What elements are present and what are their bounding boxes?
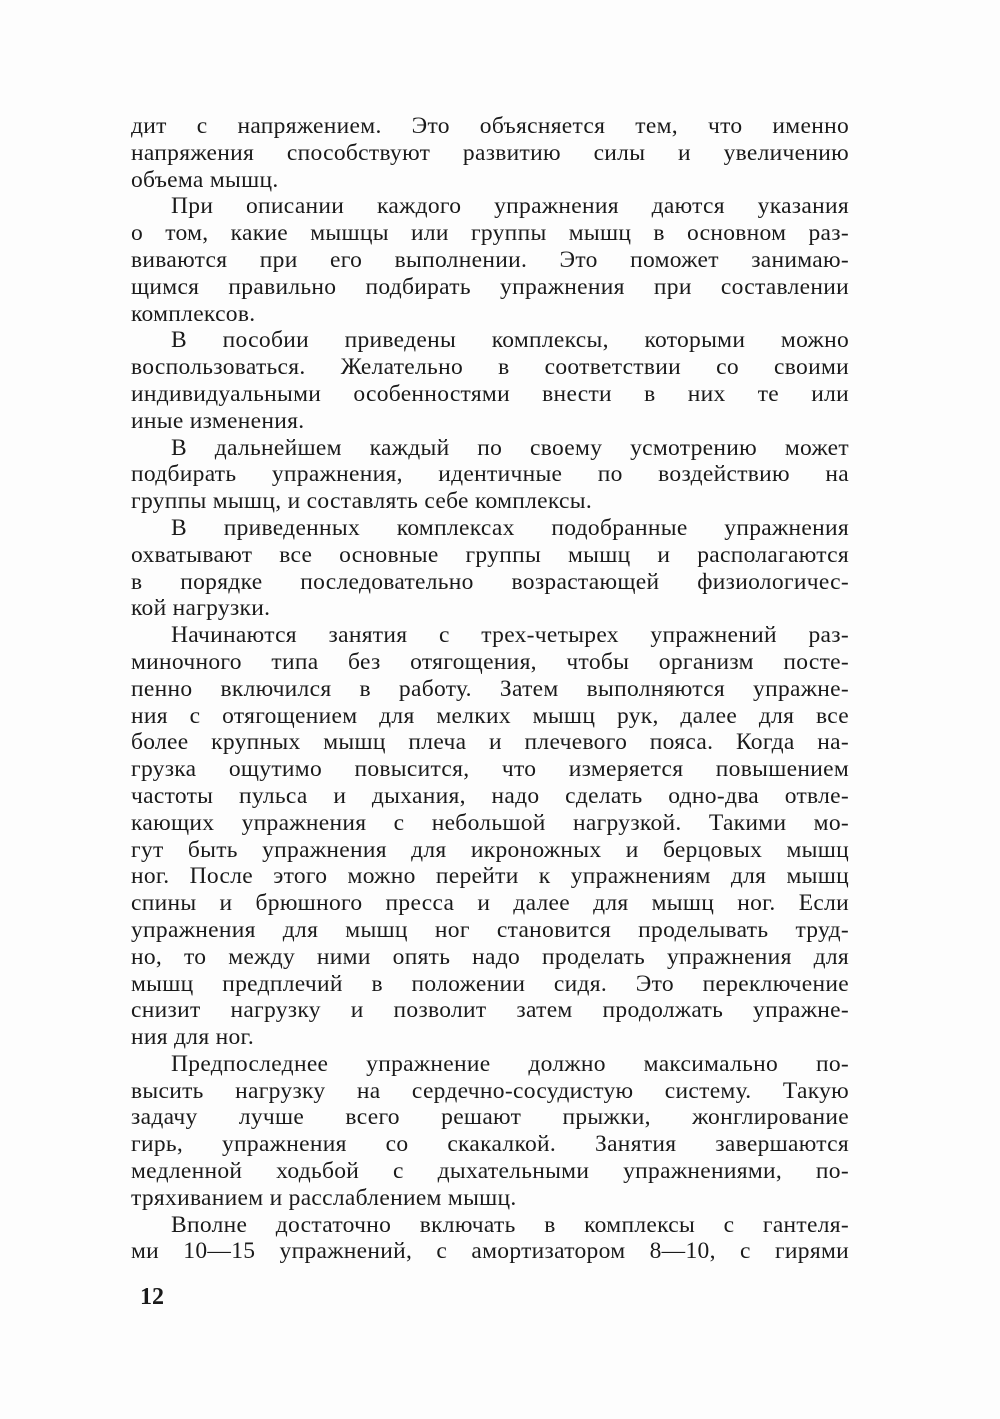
- text-line: ния с отягощением для мелких мышц рук, далее для все: [131, 702, 849, 729]
- text-line: Вполне достаточно включать в комплексы с гантеля-: [171, 1211, 849, 1238]
- text-line: гирь, упражнения со скакалкой. Занятия завершаются: [131, 1131, 849, 1158]
- text-line: задачу лучше всего решают прыжки, жонглирование: [131, 1104, 849, 1131]
- text-line: подбирать упражнения, идентичные по воздействию на: [131, 461, 849, 488]
- text-line: в порядке последовательно возрастающей физиологичес-: [131, 568, 849, 595]
- text-line: ния для ног.: [131, 1024, 254, 1051]
- text-line: тряхиванием и расслаблением мышц.: [131, 1184, 517, 1211]
- text-line: Начинаются занятия с трех-четырех упражнений раз-: [171, 622, 849, 649]
- body-text: [131, 113, 849, 1265]
- text-line: миночного типа без отягощения, чтобы организм посте-: [131, 648, 849, 675]
- paragraph: [131, 327, 849, 434]
- text-line: мышц предплечий в положении сидя. Это переключение: [131, 970, 849, 997]
- text-line: В приведенных комплексах подобранные упражнения: [171, 514, 849, 541]
- paragraph: [131, 622, 849, 1051]
- text-line: Предпоследнее упражнение должно максимально по-: [171, 1050, 849, 1077]
- paragraph: [131, 1051, 849, 1212]
- text-line: ми 10—15 упражнений, с амортизатором 8—10, с гирями: [131, 1238, 849, 1265]
- text-line: кой нагрузки.: [131, 595, 271, 622]
- text-line: иные изменения.: [131, 407, 305, 434]
- text-line: пенно включился в работу. Затем выполняются упражне-: [131, 675, 849, 702]
- paragraph: [131, 113, 849, 193]
- text-line: объема мышц.: [131, 166, 279, 193]
- text-line: При описании каждого упражнения даются указания: [171, 193, 849, 220]
- text-line: дит с напряжением. Это объясняется тем, что именно: [131, 113, 849, 139]
- text-line: высить нагрузку на сердечно-сосудистую систему. Такую: [131, 1077, 849, 1104]
- text-line: снизит нагрузку и позволит затем продолжать упражне-: [131, 997, 849, 1024]
- text-line: более крупных мышц плеча и плечевого пояса. Когда на-: [131, 729, 849, 756]
- text-line: В пособии приведены комплексы, которыми можно: [171, 327, 849, 354]
- text-line: щимся правильно подбирать упражнения при составлении: [131, 273, 849, 300]
- text-line: кающих упражнения с небольшой нагрузкой. Такими мо-: [131, 809, 849, 836]
- text-line: медленной ходьбой с дыхательными упражнениями, по-: [131, 1158, 849, 1185]
- text-line: виваются при его выполнении. Это поможет занимаю-: [131, 246, 849, 273]
- text-line: В дальнейшем каждый по своему усмотрению может: [171, 434, 849, 461]
- text-line: грузка ощутимо повысится, что измеряется повышением: [131, 756, 849, 783]
- text-line: но, то между ними опять надо проделать упражнения для: [131, 943, 849, 970]
- text-line: ног. После этого можно перейти к упражнениям для мышц: [131, 863, 849, 890]
- text-line: группы мышц, и составлять себе комплексы.: [131, 488, 593, 515]
- text-line: индивидуальными особенностями внести в них те или: [131, 380, 849, 407]
- text-line: воспользоваться. Желательно в соответствии со своими: [131, 354, 849, 381]
- page-number: 12: [140, 1284, 164, 1310]
- text-line: частоты пульса и дыхания, надо сделать одно-два отвле-: [131, 782, 849, 809]
- paragraph: [131, 1212, 849, 1266]
- text-line: комплексов.: [131, 300, 256, 327]
- paragraph: [131, 435, 849, 515]
- text-line: гут быть упражнения для икроножных и берцовых мышц: [131, 836, 849, 863]
- text-line: охватывают все основные группы мышц и располагаются: [131, 541, 849, 568]
- text-line: упражнения для мышц ног становится проделывать труд-: [131, 916, 849, 943]
- text-line: спины и брюшного пресса и далее для мышц ног. Если: [131, 890, 849, 917]
- text-line: о том, какие мышцы или группы мышц в основном раз-: [131, 220, 849, 247]
- paragraph: [131, 193, 849, 327]
- paragraph: [131, 515, 849, 622]
- text-line: напряжения способствуют развитию силы и увеличению: [131, 139, 849, 166]
